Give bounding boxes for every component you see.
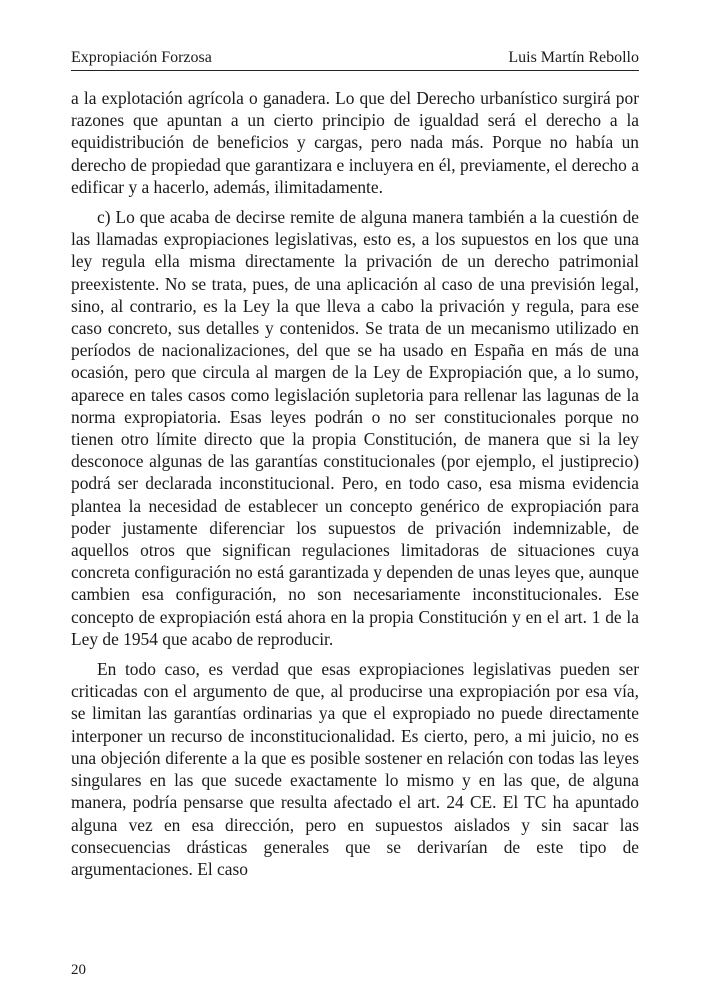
paragraph-continuation: a la explotación agrícola o ganadera. Lo que del Derecho urbanístico surgirá por razones que apuntan a un cierto principio de igualdad será el derecho a la equidistribución de beneficios y cargas, pero nada más. Porque no había un derecho de propiedad que garantizara e incluyera en él, previamente, el derecho a edificar y a hacerlo, además, ilimitadamente. [71, 88, 639, 197]
header-author: Luis Martín Rebollo [508, 49, 639, 66]
paragraph-legislative-expropriations: c) Lo que acaba de decirse remite de alguna manera también a la cuestión de las llamadas expropiaciones legislativas, esto es, a los supuestos en los que una ley regula ella misma directamente la privación de un derecho patrimonial preexistente. No se trata, pues, de una aplicación al caso de una previsión legal, sino, al contrario, es la Ley la que lleva a cabo la privación y regula, para ese caso concreto, sus detalles y contenidos. Se trata de un mecanismo utilizado en períodos de nacionalizaciones, del que se ha usado en España en más de una ocasión, pero que circula al margen de la Ley de Expropiación que, a lo sumo, aparece en tales casos como legislación supletoria para rellenar las lagunas de la norma expropiatoria. Esas leyes podrán o no ser constitucionales porque no tienen otro límite directo que la propia Constitución, de manera que si la ley desconoce algunas de las garantías constitucionales (por ejemplo, el justiprecio) podrá ser declarada inconstitucional. Pero, en todo caso, esa misma evidencia plantea la necesidad de establecer un concepto genérico de expropiación para poder justamente diferenciar los supuestos de privación indemnizable, de aquellos otros que significan regulaciones limitadoras de situaciones cuya concreta configuración no está garantizada y dependen de unas leyes que, aunque cambien esa configuración, no son necesariamente inconstitucionales. Ese concepto de expropiación está ahora en la propia Constitución y en el art. 1 de la Ley de 1954 que acabo de reproducir. [71, 207, 639, 649]
running-header [71, 48, 639, 71]
header-book-title: Expropiación Forzosa [71, 49, 212, 66]
page-number: 20 [71, 962, 86, 978]
paragraph-criticism: En todo caso, es verdad que esas expropiaciones legislativas pueden ser criticadas con el argumento de que, al producirse una expropiación por esa vía, se limitan las garantías ordinarias ya que el expropiado no puede directamente interponer un recurso de inconstitucionalidad. Es cierto, pero, a mi juicio, no es una objeción diferente a la que es posible sostener en relación con todas las leyes singulares en las que sucede exactamente lo mismo y en las que, de alguna manera, podría pensarse que resulta afectado el art. 24 CE. El TC ha apuntado alguna vez en esa dirección, pero en supuestos aislados y sin sacar las consecuencias drásticas generales que se derivarían de este tipo de argumentaciones. El caso [71, 659, 639, 879]
page-body [71, 87, 639, 888]
